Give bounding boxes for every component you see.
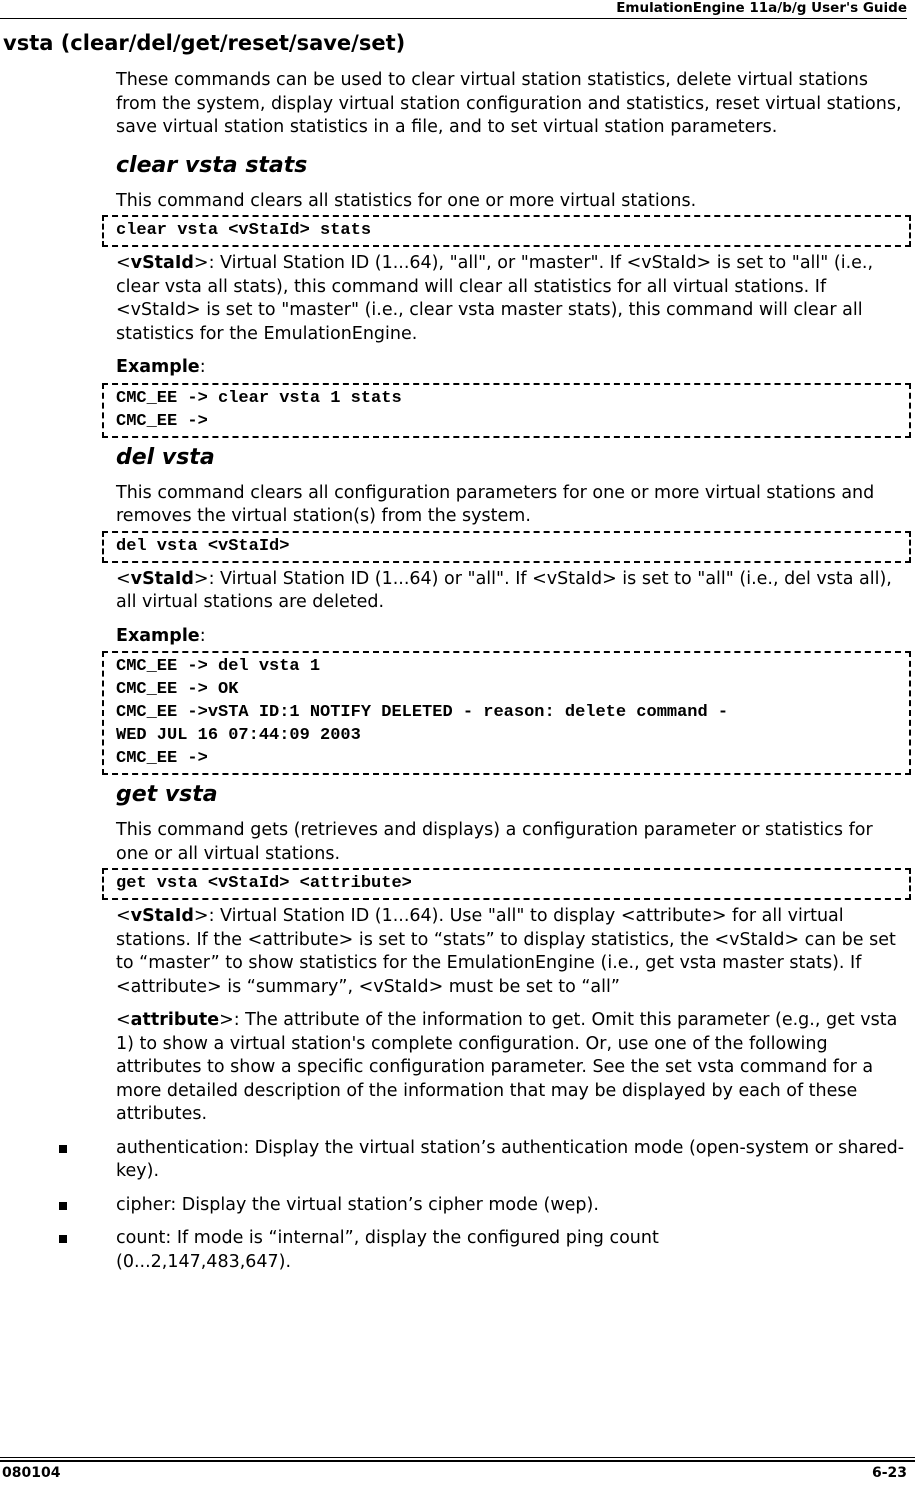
code-line: CMC_EE ->vSTA ID:1 NOTIFY DELETED - reason: delete command - <box>116 703 729 722</box>
code-line: clear vsta <vStaId> stats <box>116 221 372 240</box>
clear-vsta-description: This command clears all statistics for one or more virtual stations. <box>116 190 697 211</box>
clear-vsta-param-vstaid: <vStaId>: Virtual Station ID (1...64), "all", or "master". If <vStaId> is set to "all" (i.e., clear vsta all stats), this command will clear all statistics for all virtual stations. If <vStaId> is set to "master" (i.e., clear vsta master stats), this command will clear all statistics for the EmulationEngine. <box>116 253 874 344</box>
code-line: CMC_EE -> clear vsta 1 stats <box>116 388 402 408</box>
square-bullet-icon <box>59 1145 67 1153</box>
get-vsta-param-vstaid: <vStaId>: Virtual Station ID (1...64). Use "all" to display <attribute> for all virtual stations. If the <attribute> is set to “stats” to display statistics, the <vStaId> can be set to “master” to show statistics for the EmulationEngine (i.e., get vsta master stats). If <attribute> is “summary”, <vStaId> must be set to “all” <box>116 906 896 997</box>
get-vsta-syntax-box <box>102 868 911 900</box>
clear-vsta-syntax-box <box>102 215 911 247</box>
running-header <box>0 0 907 19</box>
footer-doc-number: 080104 <box>2 1465 61 1481</box>
list-item: cipher: Display the virtual station’s cipher mode (wep). <box>116 1194 906 1218</box>
param-name: vStaId <box>130 906 194 926</box>
code-line: WED JUL 16 07:44:09 2003 <box>116 726 361 745</box>
footer-rule <box>0 1457 915 1458</box>
get-vsta-description: This command gets (retrieves and displays) a configuration parameter or statistics for one or all virtual stations. <box>116 820 873 864</box>
get-vsta-param-attribute: <attribute>: The attribute of the information to get. Omit this parameter (e.g., get vsta 1) to show a virtual station's complete configuration. Or, use one of the following attributes to show a specific configuration parameter. See the set vsta command for a more detailed description of the information that may be displayed by each of these attributes. <box>116 1010 898 1124</box>
get-vsta-heading: get vsta <box>116 782 218 807</box>
page-content <box>116 69 906 1274</box>
attribute-list <box>116 1137 906 1275</box>
del-vsta-syntax-box <box>102 531 911 563</box>
clear-vsta-heading: clear vsta stats <box>116 152 308 178</box>
clear-vsta-example-box <box>102 383 911 438</box>
section-title: vsta (clear/del/get/reset/save/set) <box>3 31 406 55</box>
square-bullet-icon <box>59 1235 67 1243</box>
code-line: CMC_EE -> del vsta 1 <box>116 657 321 676</box>
clear-vsta-example-label: Example: <box>116 357 206 377</box>
square-bullet-icon <box>59 1202 67 1210</box>
guide-title: EmulationEngine 11a/b/g User's Guide <box>616 0 907 16</box>
section-intro: These commands can be used to clear virtual station statistics, delete virtual stations from the system, display virtual station configuration and statistics, reset virtual stations, save virtual station statistics in a file, and to set virtual station parameters. <box>116 70 902 137</box>
footer-rule <box>0 1460 915 1462</box>
del-vsta-description: This command clears all configuration parameters for one or more virtual stations and removes the virtual station(s) from the system. <box>116 482 875 526</box>
code-line: get vsta <vStaId> <attribute> <box>116 874 412 893</box>
code-line: CMC_EE -> <box>116 749 208 768</box>
param-name: attribute <box>130 1010 220 1030</box>
list-item: authentication: Display the virtual station’s authentication mode (open-system or shared-key). <box>116 1137 906 1184</box>
code-line: CMC_EE -> <box>116 411 208 431</box>
param-name: vStaId <box>130 253 194 273</box>
list-item: count: If mode is “internal”, display the configured ping count (0...2,147,483,647). <box>116 1227 906 1274</box>
del-vsta-heading: del vsta <box>116 444 215 470</box>
del-vsta-example-label: Example: <box>116 625 206 646</box>
param-name: vStaId <box>130 568 194 589</box>
code-line: CMC_EE -> OK <box>116 680 239 699</box>
del-vsta-example-box <box>102 651 911 775</box>
code-line: del vsta <vStaId> <box>116 536 290 556</box>
footer-page-number: 6-23 <box>871 1465 907 1481</box>
del-vsta-param-vstaid: <vStaId>: Virtual Station ID (1...64) or "all". If <vStaId> is set to "all" (i.e., del vsta all), all virtual stations are deleted. <box>116 568 892 612</box>
